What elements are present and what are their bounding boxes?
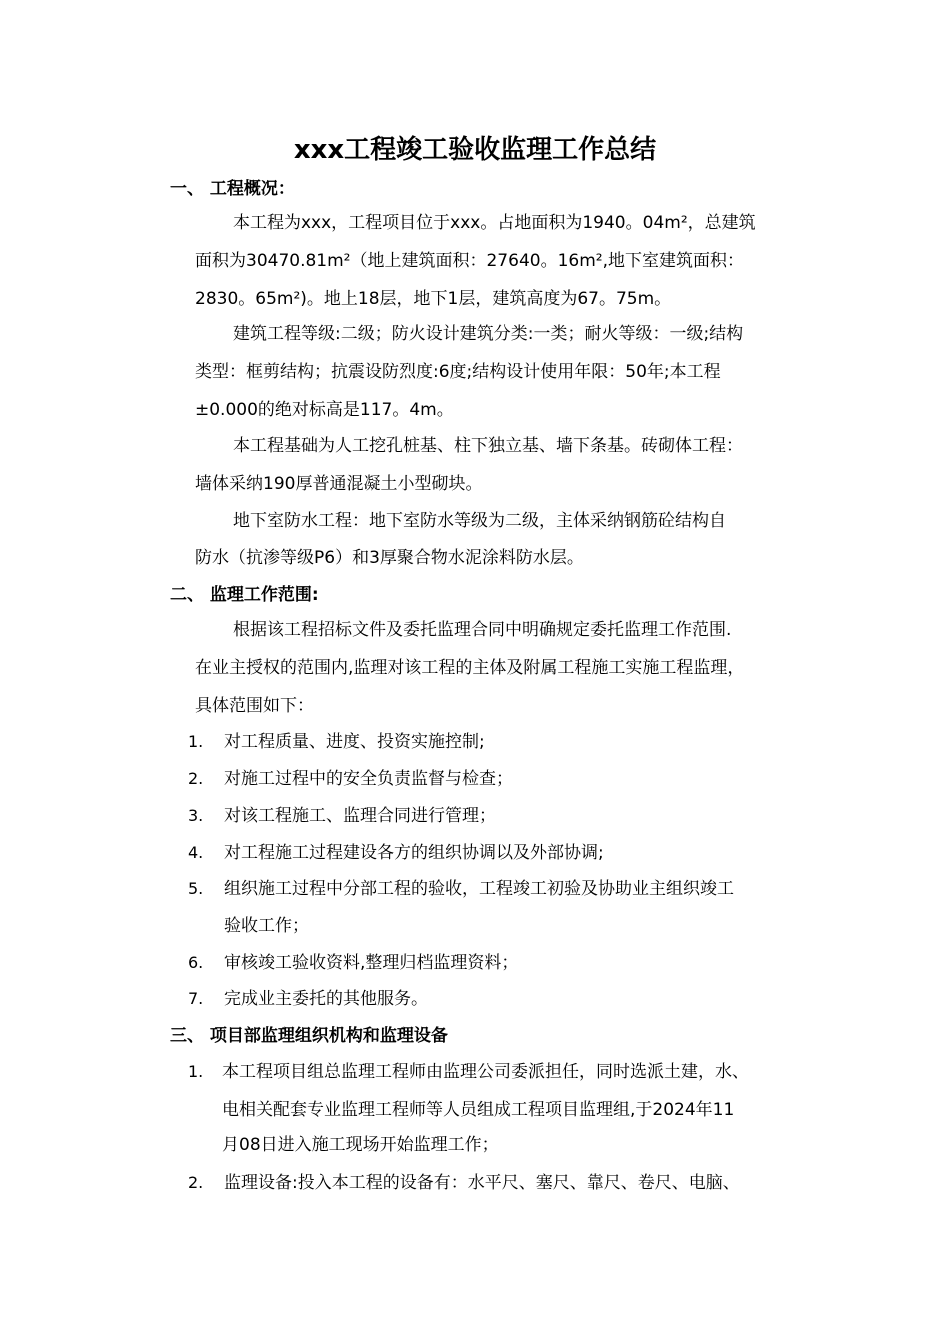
paragraph-line: 本工程基础为人工挖孔桩基、柱下独立基、墙下条基。砖砌体工程： [233,436,743,456]
section-heading-organization: 三、 项目部监理组织机构和监理设备 [170,1026,448,1046]
list-item-continuation: 月08日进入施工现场开始监理工作； [222,1135,499,1155]
paragraph-line: 2830。65m²)。地上18层，地下1层，建筑高度为67。75m。 [195,289,672,309]
paragraph-line: 在业主授权的范围内,监理对该工程的主体及附属工程施工实施工程监理， [195,658,745,678]
list-item: 本工程项目组总监理工程师由监理公司委派担任，同时选派土建，水、 [222,1062,749,1082]
list-number: 5. [188,879,204,898]
list-item: 完成业主委托的其他服务。 [224,989,428,1009]
list-item: 审核竣工验收资料,整理归档监理资料； [224,953,519,973]
paragraph-line: 防水（抗渗等级P6）和3厚聚合物水泥涂料防水层。 [195,548,584,568]
section-heading-scope: 二、 监理工作范围: [170,585,319,605]
paragraph-line: 建筑工程等级:二级；防火设计建筑分类:一类；耐火等级：一级;结构 [233,324,744,344]
paragraph-line: ±0.000的绝对标高是117。4m。 [195,400,454,420]
list-item: 对施工过程中的安全负责监督与检查； [224,769,513,789]
list-item: 组织施工过程中分部工程的验收，工程竣工初验及协助业主组织竣工 [224,879,734,899]
paragraph-line: 具体范围如下： [195,696,314,716]
paragraph-line: 类型：框剪结构；抗震设防烈度:6度;结构设计使用年限：50年;本工程 [195,362,721,382]
list-item-continuation: 验收工作； [224,916,309,936]
paragraph-line: 面积为30470.81m²（地上建筑面积：27640。16m²,地下室建筑面积： [195,251,744,271]
list-item: 对该工程施工、监理合同进行管理； [224,806,496,826]
list-item-continuation: 电相关配套专业监理工程师等人员组成工程项目监理组,于2024年11 [222,1100,735,1120]
list-number: 1. [188,1062,204,1081]
list-number: 7. [188,989,204,1008]
paragraph-line: 墙体采纳190厚普通混凝土小型砌块。 [195,474,483,494]
list-number: 2. [188,1173,204,1192]
section-heading-overview: 一、 工程概况： [170,179,295,199]
list-number: 3. [188,806,204,825]
document-title: xxx工程竣工验收监理工作总结 [293,135,657,165]
paragraph-line: 本工程为xxx，工程项目位于xxx。占地面积为1940。04m²，总建筑 [233,213,756,233]
list-item: 对工程施工过程建设各方的组织协调以及外部协调; [224,843,604,863]
paragraph-line: 地下室防水工程：地下室防水等级为二级，主体采纳钢筋砼结构自 [233,511,726,531]
paragraph-line: 根据该工程招标文件及委托监理合同中明确规定委托监理工作范围. [233,620,732,640]
list-number: 2. [188,769,204,788]
list-item: 监理设备:投入本工程的设备有：水平尺、塞尺、靠尺、卷尺、电脑、 [224,1173,740,1193]
list-number: 4. [188,843,204,862]
list-number: 1. [188,732,204,751]
list-item: 对工程质量、进度、投资实施控制; [224,732,485,752]
list-number: 6. [188,953,204,972]
